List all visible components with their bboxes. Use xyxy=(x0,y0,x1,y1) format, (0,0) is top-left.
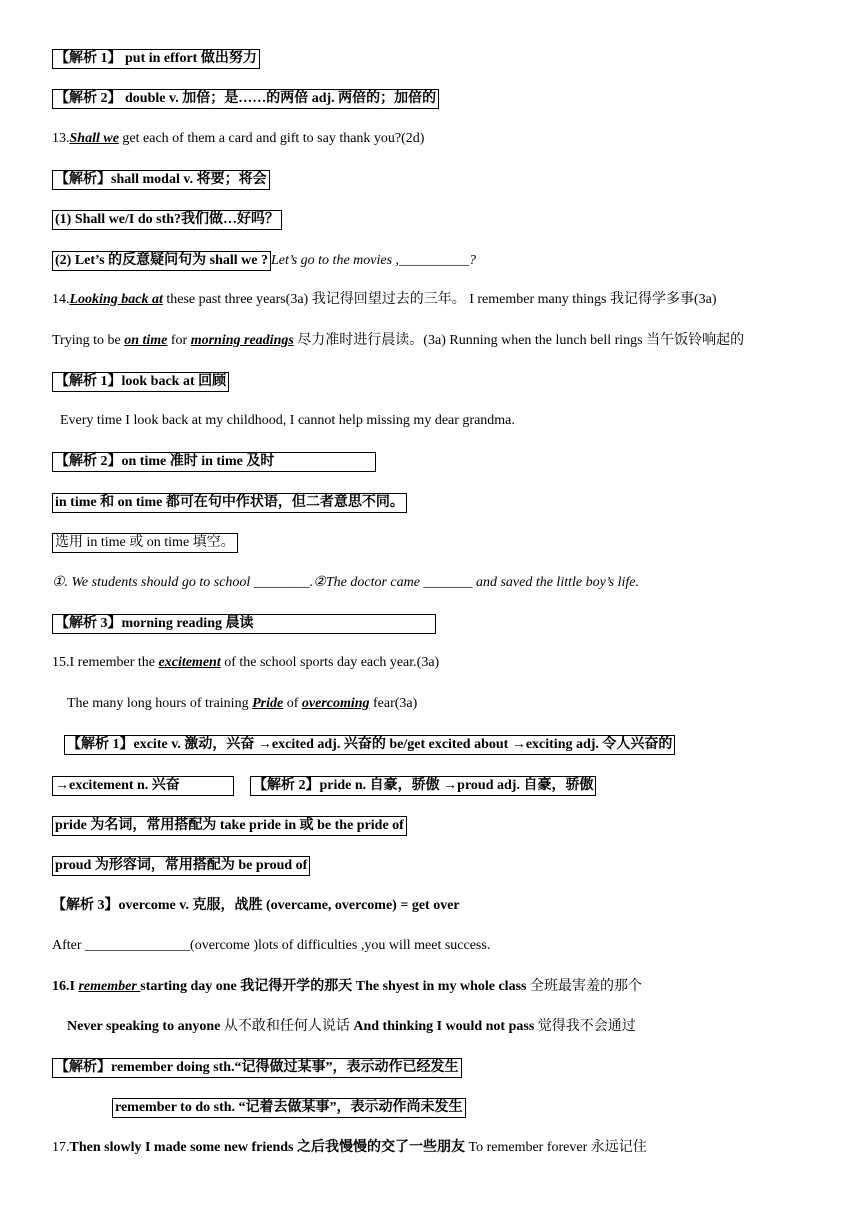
analysis-proud-usage: proud 为形容词，常用搭配为 be proud of xyxy=(52,856,310,876)
item-15-line2: The many long hours of training Pride of overcoming fear(3a) xyxy=(67,696,418,711)
analysis-double: 【解析 2】 double v. 加倍；是……的两倍 adj. 两倍的；加倍的 xyxy=(52,89,439,109)
example-sentence: Every time I look back at my childhood, I cannot help missing my dear grandma. xyxy=(60,413,515,428)
exercise-overcome: After _______________(overcome )lots of difficulties ,you will meet success. xyxy=(52,938,491,953)
item-14: 14.Looking back at these past three years(3a) 我记得回望过去的三年。 I remember many things 我记得学多事(3a) xyxy=(52,292,717,307)
analysis-pride-row: →excitement n. 兴奋 【解析 2】pride n. 自豪，骄傲 →proud adj. 自豪，骄傲 xyxy=(52,776,596,796)
analysis-shall: 【解析】shall modal v. 将要；将会 xyxy=(52,170,270,190)
item-14-line2: Trying to be on time for morning readings 尽力准时进行晨读。(3a) Running when the lunch bell rings 当午饭铃响起的 xyxy=(52,333,745,348)
analysis-put-in-effort: 【解析 1】 put in effort 做出努力 xyxy=(52,49,260,69)
analysis-morning-reading: 【解析 3】morning reading 晨读 xyxy=(52,614,436,634)
exercise-instruction: 选用 in time 或 on time 填空。 xyxy=(52,533,238,553)
analysis-look-back: 【解析 1】look back at 回顾 xyxy=(52,372,229,392)
analysis-shall-we: (1) Shall we/I do sth?我们做…好吗？ xyxy=(52,210,282,230)
analysis-remember-to-do: remember to do sth. “记着去做某事”，表示动作尚未发生 xyxy=(112,1098,466,1118)
item-17: 17.Then slowly I made some new friends 之后我慢慢的交了一些朋友 To remember forever 永远记住 xyxy=(52,1140,647,1155)
analysis-overcome: 【解析 3】overcome v. 克服，战胜 (overcame, overcome) = get over xyxy=(52,898,460,913)
analysis-excite: 【解析 1】excite v. 激动，兴奋 →excited adj. 兴奋的 be/get excited about →exciting adj. 令人兴奋的 xyxy=(64,735,675,755)
analysis-remember-doing: 【解析】remember doing sth.“记得做过某事”，表示动作已经发生 xyxy=(52,1058,462,1078)
analysis-lets-tag: (2) Let’s 的反意疑问句为 shall we ? Let’s go to the movies ,__________? xyxy=(52,251,476,271)
item-15: 15.I remember the excitement of the school sports day each year.(3a) xyxy=(52,655,440,670)
item-16-line2: Never speaking to anyone 从不敢和任何人说话 And thinking I would not pass 觉得我不会通过 xyxy=(67,1019,636,1034)
item-13: 13.Shall we get each of them a card and gift to say thank you?(2d) xyxy=(52,131,425,146)
analysis-pride-usage: pride 为名词，常用搭配为 take pride in 或 be the pride of xyxy=(52,816,407,836)
analysis-on-time: 【解析 2】on time 准时 in time 及时 xyxy=(52,452,376,472)
analysis-in-time-on-time: in time 和 on time 都可在句中作状语，但二者意思不同。 xyxy=(52,493,407,513)
exercise-sentences: ①. We students should go to school ________.②The doctor came _______ and saved the little boy’s life. xyxy=(52,575,639,590)
item-16: 16.I remember starting day one 我记得开学的那天 The shyest in my whole class 全班最害羞的那个 xyxy=(52,979,642,994)
